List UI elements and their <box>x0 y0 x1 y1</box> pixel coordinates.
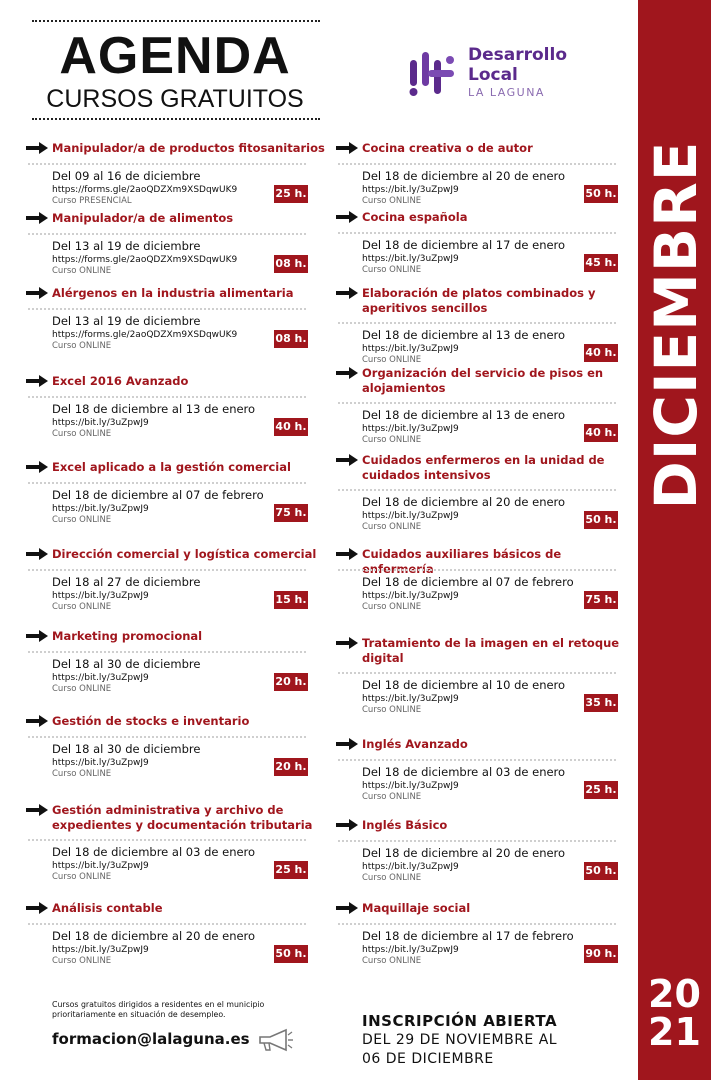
course-hours-badge: 08 h. <box>274 330 308 348</box>
course-divider <box>28 923 306 925</box>
course-item <box>26 460 314 530</box>
course-divider <box>338 840 616 842</box>
course-mode: Curso ONLINE <box>52 769 112 779</box>
course-title: Cuidados enfermeros en la unidad de cuidados intensivos <box>362 453 605 482</box>
course-divider <box>338 489 616 491</box>
course-item <box>336 366 624 445</box>
course-item <box>336 818 624 888</box>
course-signup-link[interactable]: https://forms.gle/2aoQDZXm9XSDqwUK9 <box>52 185 238 195</box>
course-divider <box>338 672 616 674</box>
arrow-right-icon <box>336 738 358 750</box>
course-mode: Curso ONLINE <box>52 341 112 351</box>
course-divider <box>338 232 616 234</box>
course-dates: Del 18 de diciembre al 07 de febrero <box>362 575 574 589</box>
course-divider <box>338 163 616 165</box>
course-item <box>336 636 624 715</box>
course-signup-link[interactable]: https://bit.ly/3uZpwJ9 <box>52 418 149 428</box>
course-divider <box>338 759 616 761</box>
course-title: Manipulador/a de productos fitosanitarios <box>52 141 325 155</box>
course-hours-badge: 40 h. <box>274 418 308 436</box>
course-title: Excel 2016 Avanzado <box>52 374 189 388</box>
course-mode: Curso ONLINE <box>362 873 422 883</box>
course-item <box>26 629 314 699</box>
arrow-right-icon <box>26 461 48 473</box>
course-signup-link[interactable]: https://bit.ly/3uZpwJ9 <box>52 504 149 514</box>
course-title: Cuidados auxiliares básicos de enfermería <box>362 547 562 576</box>
arrow-right-icon <box>336 819 358 831</box>
course-dates: Del 18 de diciembre al 10 de enero <box>362 678 566 692</box>
course-signup-link[interactable]: https://bit.ly/3uZpwJ9 <box>362 344 459 354</box>
course-hours-badge: 45 h. <box>584 254 618 272</box>
header-bottom-divider <box>32 118 320 120</box>
course-divider <box>28 482 306 484</box>
course-hours-badge: 90 h. <box>584 945 618 963</box>
course-signup-link[interactable]: https://bit.ly/3uZpwJ9 <box>362 511 459 521</box>
course-dates: Del 18 al 30 de diciembre <box>52 657 201 671</box>
course-mode: Curso ONLINE <box>362 602 422 612</box>
arrow-right-icon <box>26 212 48 224</box>
course-signup-link[interactable]: https://bit.ly/3uZpwJ9 <box>362 424 459 434</box>
course-title: Manipulador/a de alimentos <box>52 211 234 225</box>
course-item <box>336 141 624 211</box>
page-title: AGENDA <box>59 27 291 85</box>
course-hours-badge: 08 h. <box>274 255 308 273</box>
course-dates: Del 18 de diciembre al 20 de enero <box>52 929 256 943</box>
course-title: Maquillaje social <box>362 901 471 915</box>
course-signup-link[interactable]: https://bit.ly/3uZpwJ9 <box>52 673 149 683</box>
course-signup-link[interactable]: https://bit.ly/3uZpwJ9 <box>362 591 459 601</box>
course-divider <box>338 569 616 571</box>
course-hours-badge: 15 h. <box>274 591 308 609</box>
course-divider <box>28 233 306 235</box>
course-hours-badge: 50 h. <box>584 185 618 203</box>
course-dates: Del 18 al 27 de diciembre <box>52 575 201 589</box>
course-title: Inglés Avanzado <box>362 737 468 751</box>
course-dates: Del 18 de diciembre al 03 de enero <box>52 845 256 859</box>
course-dates: Del 18 al 30 de diciembre <box>52 742 201 756</box>
course-item <box>26 901 314 971</box>
arrow-right-icon <box>336 211 358 223</box>
arrow-right-icon <box>26 715 48 727</box>
inscription-dates-line1: DEL 29 DE NOVIEMBRE AL <box>362 1032 558 1048</box>
course-mode: Curso PRESENCIAL <box>52 196 132 206</box>
course-mode: Curso ONLINE <box>52 515 112 525</box>
course-signup-link[interactable]: https://forms.gle/2aoQDZXm9XSDqwUK9 <box>52 255 238 265</box>
course-dates: Del 18 de diciembre al 20 de enero <box>362 169 566 183</box>
course-dates: Del 18 de diciembre al 20 de enero <box>362 495 566 509</box>
course-mode: Curso ONLINE <box>52 956 112 966</box>
course-divider <box>28 569 306 571</box>
course-title: Elaboración de platos combinados y aperitivos sencillos <box>362 286 596 315</box>
arrow-right-icon <box>336 637 358 649</box>
course-hours-badge: 20 h. <box>274 673 308 691</box>
course-item <box>26 374 314 444</box>
arrow-right-icon <box>336 454 358 466</box>
course-mode: Curso ONLINE <box>362 522 422 532</box>
course-title: Gestión administrativa y archivo de expedientes y documentación tributaria <box>52 803 313 832</box>
course-item <box>26 547 317 617</box>
course-item <box>26 286 314 356</box>
course-title: Cocina española <box>362 210 468 224</box>
course-hours-badge: 40 h. <box>584 424 618 442</box>
course-divider <box>338 322 616 324</box>
course-divider <box>28 163 306 165</box>
course-hours-badge: 20 h. <box>274 758 308 776</box>
arrow-right-icon <box>26 804 48 816</box>
arrow-right-icon <box>26 142 48 154</box>
course-divider <box>28 736 306 738</box>
course-item <box>336 737 624 807</box>
course-signup-link[interactable]: https://bit.ly/3uZpwJ9 <box>362 185 459 195</box>
course-divider <box>28 839 306 841</box>
contact-email-link[interactable]: formacion@lalaguna.es <box>52 1030 250 1048</box>
course-dates: Del 18 de diciembre al 07 de febrero <box>52 488 264 502</box>
course-item <box>26 714 314 784</box>
course-hours-badge: 40 h. <box>584 344 618 362</box>
course-divider <box>28 651 306 653</box>
arrow-right-icon <box>336 367 358 379</box>
arrow-right-icon <box>26 375 48 387</box>
footer-note: Cursos gratuitos dirigidos a residentes en el municipio prioritariamente en situación de desempleo. <box>52 1000 265 1019</box>
course-dates: Del 18 de diciembre al 03 de enero <box>362 765 566 779</box>
course-mode: Curso ONLINE <box>52 872 112 882</box>
course-mode: Curso ONLINE <box>362 705 422 715</box>
logo-text-line1: Desarrollo <box>468 45 568 65</box>
course-item <box>336 901 624 971</box>
arrow-right-icon <box>26 548 48 560</box>
course-item <box>336 453 624 532</box>
arrow-right-icon <box>336 287 358 299</box>
arrow-right-icon <box>26 902 48 914</box>
course-mode: Curso ONLINE <box>362 956 422 966</box>
month-label: DICIEMBRE <box>642 140 710 510</box>
course-dates: Del 18 de diciembre al 13 de enero <box>52 402 256 416</box>
arrow-right-icon <box>336 548 358 560</box>
desarrollo-local-logo <box>406 44 586 104</box>
course-signup-link[interactable]: https://bit.ly/3uZpwJ9 <box>362 694 459 704</box>
course-title: Inglés Básico <box>362 818 448 832</box>
course-title: Gestión de stocks e inventario <box>52 714 250 728</box>
course-hours-badge: 35 h. <box>584 694 618 712</box>
inscription-title: INSCRIPCIÓN ABIERTA <box>362 1012 558 1030</box>
course-hours-badge: 75 h. <box>584 591 618 609</box>
arrow-right-icon <box>26 287 48 299</box>
course-dates: Del 13 al 19 de diciembre <box>52 314 201 328</box>
course-title: Tratamiento de la imagen en el retoque digital <box>362 636 620 665</box>
page-subtitle: CURSOS GRATUITOS <box>46 85 304 113</box>
course-title: Excel aplicado a la gestión comercial <box>52 460 291 474</box>
course-title: Organización del servicio de pisos en alojamientos <box>362 366 604 395</box>
course-mode: Curso ONLINE <box>362 435 422 445</box>
course-divider <box>28 396 306 398</box>
course-item <box>336 286 624 365</box>
course-hours-badge: 25 h. <box>584 781 618 799</box>
logo-text-line3: LA LAGUNA <box>468 86 545 99</box>
course-hours-badge: 25 h. <box>274 861 308 879</box>
logo-mark-icon <box>406 46 462 102</box>
course-divider <box>338 923 616 925</box>
course-hours-badge: 25 h. <box>274 185 308 203</box>
course-dates: Del 09 al 16 de diciembre <box>52 169 201 183</box>
course-mode: Curso ONLINE <box>52 429 112 439</box>
megaphone-icon <box>256 1028 294 1052</box>
course-signup-link[interactable]: https://bit.ly/3uZpwJ9 <box>52 591 149 601</box>
course-dates: Del 18 de diciembre al 13 de enero <box>362 408 566 422</box>
course-item <box>26 803 314 882</box>
course-item <box>26 211 314 281</box>
course-item <box>26 141 325 211</box>
course-item <box>336 547 624 617</box>
course-signup-link[interactable]: https://bit.ly/3uZpwJ9 <box>52 945 149 955</box>
header-top-divider <box>32 20 320 22</box>
course-hours-badge: 50 h. <box>584 511 618 529</box>
course-signup-link[interactable]: https://bit.ly/3uZpwJ9 <box>52 758 149 768</box>
course-dates: Del 18 de diciembre al 13 de enero <box>362 328 566 342</box>
course-signup-link[interactable]: https://bit.ly/3uZpwJ9 <box>362 781 459 791</box>
course-signup-link[interactable]: https://bit.ly/3uZpwJ9 <box>52 861 149 871</box>
course-hours-badge: 50 h. <box>274 945 308 963</box>
course-signup-link[interactable]: https://bit.ly/3uZpwJ9 <box>362 862 459 872</box>
course-divider <box>338 402 616 404</box>
course-mode: Curso ONLINE <box>362 196 422 206</box>
course-item <box>336 210 624 280</box>
course-dates: Del 18 de diciembre al 17 de febrero <box>362 929 574 943</box>
course-title: Alérgenos en la industria alimentaria <box>52 286 294 300</box>
course-dates: Del 18 de diciembre al 17 de enero <box>362 238 566 252</box>
course-signup-link[interactable]: https://bit.ly/3uZpwJ9 <box>362 254 459 264</box>
course-mode: Curso ONLINE <box>52 684 112 694</box>
course-title: Marketing promocional <box>52 629 203 643</box>
course-mode: Curso ONLINE <box>362 265 422 275</box>
course-hours-badge: 75 h. <box>274 504 308 522</box>
course-mode: Curso ONLINE <box>52 266 112 276</box>
arrow-right-icon <box>26 630 48 642</box>
course-dates: Del 13 al 19 de diciembre <box>52 239 201 253</box>
course-divider <box>28 308 306 310</box>
course-title: Análisis contable <box>52 901 163 915</box>
logo-text-line2: Local <box>468 65 518 85</box>
course-mode: Curso ONLINE <box>362 792 422 802</box>
course-title: Dirección comercial y logística comercial <box>52 547 317 561</box>
course-mode: Curso ONLINE <box>362 355 422 365</box>
year-bottom: 21 <box>648 1010 701 1054</box>
course-hours-badge: 50 h. <box>584 862 618 880</box>
inscription-dates-line2: 06 DE DICIEMBRE <box>362 1051 494 1067</box>
arrow-right-icon <box>336 902 358 914</box>
course-signup-link[interactable]: https://forms.gle/2aoQDZXm9XSDqwUK9 <box>52 330 238 340</box>
course-mode: Curso ONLINE <box>52 602 112 612</box>
course-signup-link[interactable]: https://bit.ly/3uZpwJ9 <box>362 945 459 955</box>
course-dates: Del 18 de diciembre al 20 de enero <box>362 846 566 860</box>
arrow-right-icon <box>336 142 358 154</box>
course-title: Cocina creativa o de autor <box>362 141 533 155</box>
year-top: 20 <box>648 972 701 1016</box>
